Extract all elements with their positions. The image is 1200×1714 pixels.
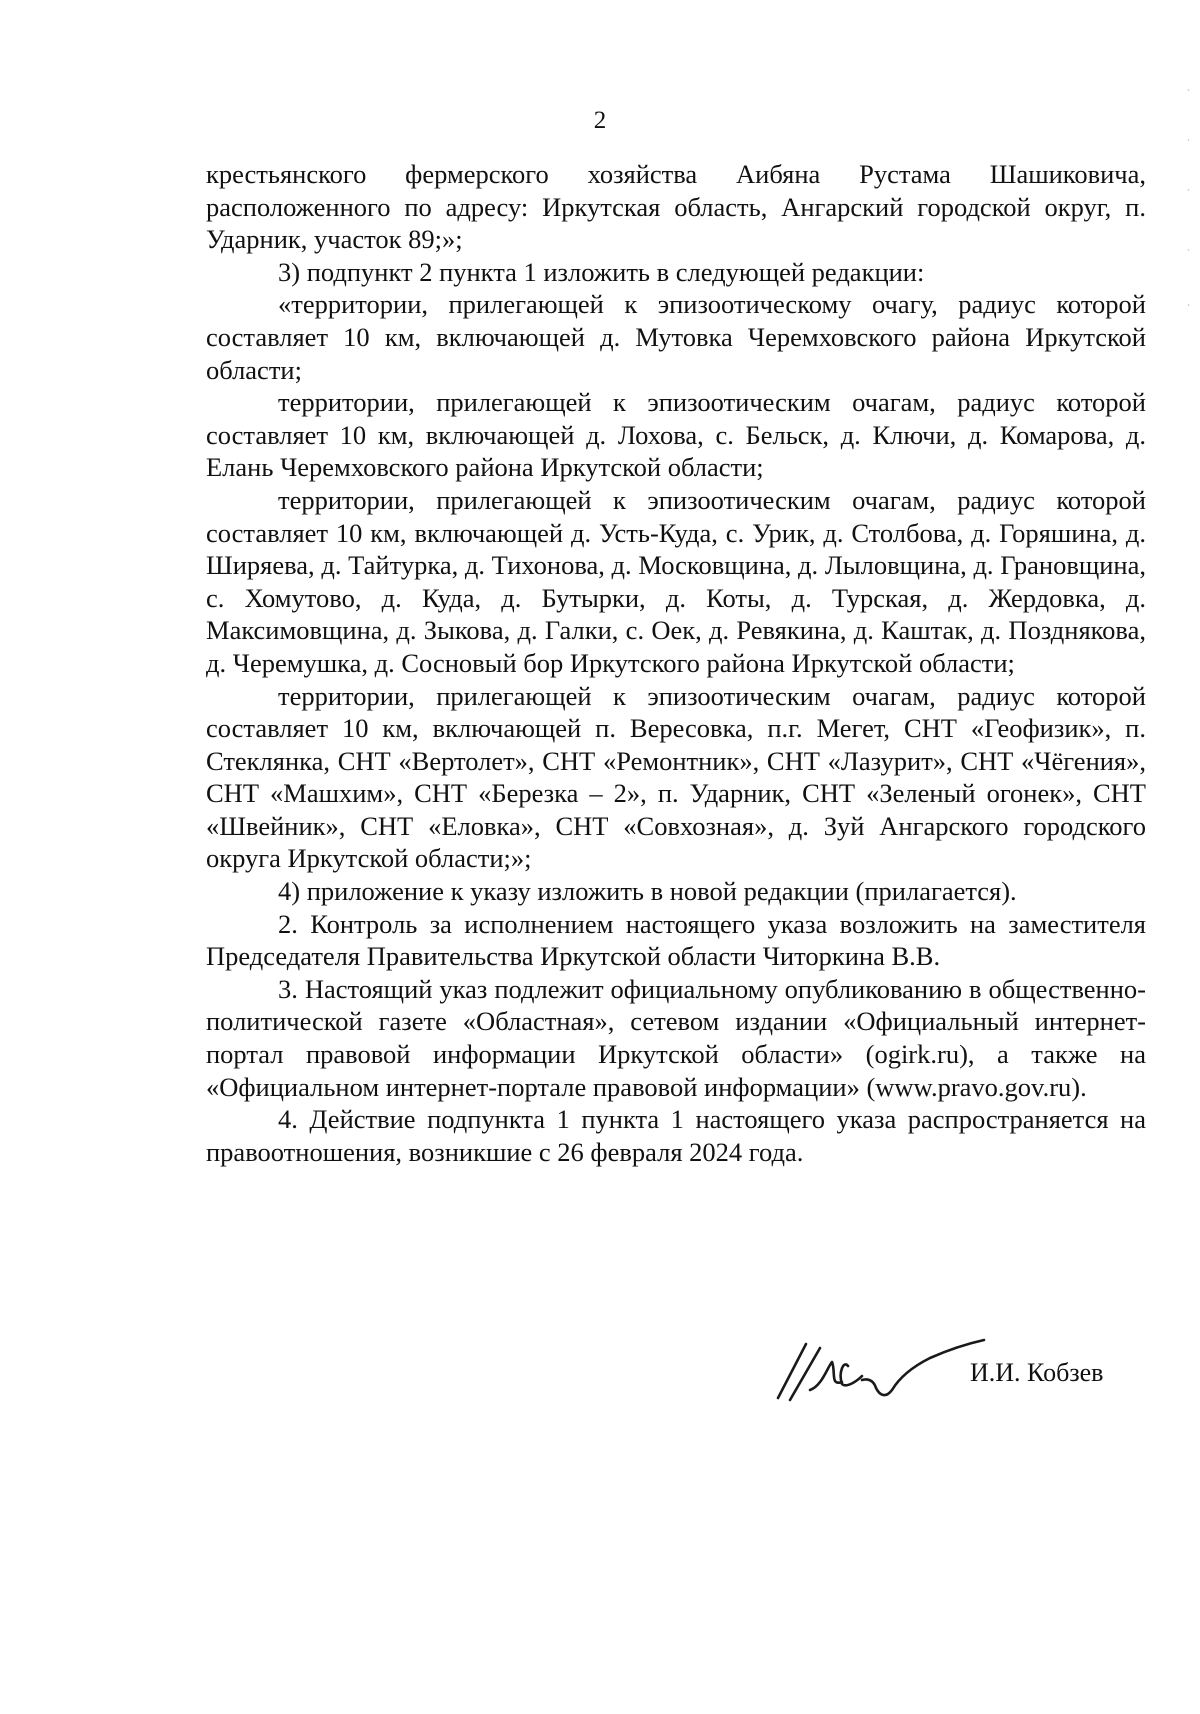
paragraph-territory-irkutsk-district: территории, прилегающей к эпизоотическим очагам, радиус которой составляет 10 км, включающей д. Усть-Куда, с. Урик, д. Столбова, д. Горяшина, д. Ширяева, д. Тайтурка, д. Тихонова, д. Московщина, д. Лыловщина, д. Грановщина, с. Хомутово, д. Куда, д. Бутырки, д. Коты, д. Турская, д. Жердовка, д. Максимовщина, д. Зыкова, д. Галки, с. Оек, д. Ревякина, д. Каштак, д. Позднякова, д. Черемушка, д. Сосновый бор Иркутского района Иркутской области; (206, 484, 1146, 678)
paragraph-territory-cheremkhovo: территории, прилегающей к эпизоотическим очагам, радиус которой составляет 10 км, включающей д. Лохова, с. Бельск, д. Ключи, д. Комарова, д. Елань Черемховского района Иркутской области; (206, 387, 1146, 483)
scan-edge-marks (1187, 80, 1190, 320)
paragraph-continuation: крестьянского фермерского хозяйства Аибяна Рустама Шашиковича, расположенного по адресу: Иркутская область, Ангарский городской округ, п. Ударник, участок 89;»; (206, 159, 1146, 255)
paragraph-territory-mutovka: «территории, прилегающей к эпизоотическому очагу, радиус которой составляет 10 км, включающей д. Мутовка Черемховского района Иркутской области; (206, 289, 1146, 385)
paragraph-subitem-3: 3) подпункт 2 пункта 1 изложить в следующей редакции: (278, 256, 925, 287)
page-number: 2 (593, 107, 607, 134)
paragraph-item-3: 3. Настоящий указ подлежит официальному опубликованию в общественно-политической газете «Областная», сетевом издании «Официальный интернет-портал правовой информации Иркутской области» (ogirk.ru), а также на «Официальном интернет-портале правовой информации» (www.pravo.gov.ru). (206, 973, 1146, 1102)
paragraph-item-4: 4. Действие подпункта 1 пункта 1 настоящего указа распространяется на правоотношения, возникшие с 26 февраля 2024 года. (206, 1104, 1146, 1167)
signature-block (770, 1320, 1150, 1420)
paragraph-item-2: 2. Контроль за исполнением настоящего указа возложить на заместителя Председателя Правительства Иркутской области Читоркина В.В. (206, 908, 1146, 972)
document-body (206, 158, 1146, 1168)
paragraph-subitem-4: 4) приложение к указу изложить в новой редакции (прилагается). (278, 876, 1017, 907)
signer-name: И.И. Кобзев (970, 1358, 1104, 1387)
paragraph-territory-angarsk: территории, прилегающей к эпизоотическим очагам, радиус которой составляет 10 км, включающей п. Вересовка, п.г. Мегет, СНТ «Геофизик», п. Стеклянка, СНТ «Вертолет», СНТ «Ремонтник», СНТ «Лазурит», СНТ «Чёгения», СНТ «Машхим», СНТ «Березка – 2», п. Ударник, СНТ «Зеленый огонек», СНТ «Швейник», СНТ «Еловка», СНТ «Совхозная», д. Зуй Ангарского городского округа Иркутской области;»; (206, 680, 1146, 874)
